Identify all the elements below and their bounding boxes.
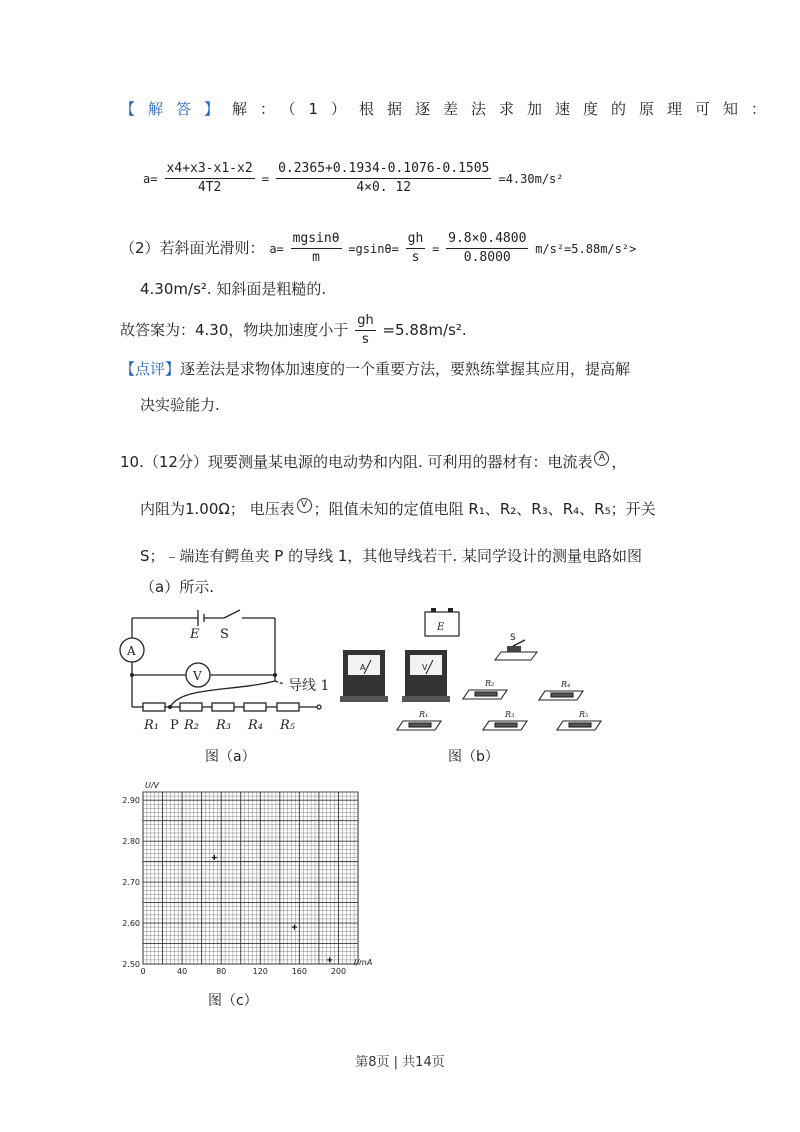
eq1-result: =4.30m/s² bbox=[498, 172, 564, 186]
eq2-f1-num: mgsinθ bbox=[291, 230, 342, 249]
fig-b-r1: R₁ bbox=[419, 710, 429, 719]
fig-a-r3: R₃ bbox=[216, 718, 231, 733]
part2-line bbox=[120, 230, 636, 267]
final-answer-line bbox=[120, 312, 467, 349]
eq1-f1-num: x4+x3-x1-x2 bbox=[165, 160, 255, 179]
svg-text:S: S bbox=[510, 633, 516, 643]
eq2-equals: = bbox=[432, 242, 440, 256]
comment-line-2: 决实验能力. bbox=[140, 396, 220, 414]
eq2-fraction-2 bbox=[406, 230, 426, 267]
eq1-f2-den: 4×0. 12 bbox=[356, 180, 412, 195]
final-num: gh bbox=[355, 312, 376, 331]
answer-tag: 【解答】 bbox=[120, 100, 233, 118]
svg-text:E: E bbox=[437, 622, 445, 633]
part2-continuation: 4.30m/s². 知斜面是粗糙的. bbox=[140, 280, 327, 298]
fig-b-r4: R₄ bbox=[561, 680, 571, 689]
q10-line-3: S；﹣端连有鳄鱼夹 P 的导线 1，其他导线若干. 某同学设计的测量电路如图 bbox=[140, 547, 642, 565]
fig-c-caption: 图（c） bbox=[208, 993, 258, 1009]
fig-b-r3: R₃ bbox=[505, 710, 515, 719]
u-i-chart bbox=[100, 772, 390, 992]
q10-text-1b: ， bbox=[611, 453, 627, 471]
final-fraction bbox=[355, 312, 376, 349]
apparatus-diagram-b bbox=[335, 604, 625, 744]
eq1-f1-den: 4T2 bbox=[197, 180, 222, 195]
fig-b-caption: 图（b） bbox=[448, 749, 499, 765]
final-answer-text: 故答案为：4.30，物块加速度小于 bbox=[120, 321, 349, 339]
x-tick-label: 40 bbox=[176, 967, 188, 976]
eq2-f2-den: s bbox=[411, 250, 420, 265]
comment-line-1 bbox=[120, 358, 630, 380]
fig-a-voltmeter-label: V bbox=[193, 669, 202, 683]
x-tick-label: 160 bbox=[291, 967, 308, 976]
final-answer-tail: =5.88m/s². bbox=[382, 321, 467, 339]
fig-b-switch bbox=[495, 633, 537, 660]
chart-x-label: I/mA bbox=[354, 958, 373, 967]
x-tick-label: 200 bbox=[330, 967, 347, 976]
chart-y-label: U/V bbox=[145, 781, 160, 790]
eq2-tail: m/s²=5.88m/s²> bbox=[535, 242, 637, 256]
eq2-f3-den: 0.8000 bbox=[463, 250, 511, 265]
eq1-fraction-2 bbox=[276, 160, 491, 197]
fig-a-label-e: E bbox=[190, 627, 200, 642]
fig-b-r5: R₅ bbox=[579, 710, 589, 719]
voltmeter-symbol-icon: V bbox=[297, 498, 312, 513]
q10-line-4: （a）所示. bbox=[140, 578, 214, 596]
x-tick-label: 0 bbox=[140, 967, 146, 976]
circuit-diagram-a bbox=[112, 604, 342, 744]
fig-b-ammeter bbox=[340, 650, 388, 702]
x-tick-label: 80 bbox=[216, 967, 227, 976]
eq2-f1-den: m bbox=[312, 250, 320, 265]
q10-text-2: 内阻为1.00Ω； 电压表 bbox=[140, 500, 295, 518]
fig-a-caption: 图（a） bbox=[205, 749, 256, 765]
fig-a-ammeter-label: A bbox=[127, 644, 136, 658]
y-tick-label: 2.50 bbox=[122, 960, 140, 969]
answer-lead-line bbox=[120, 98, 779, 120]
q10-line-2 bbox=[140, 498, 656, 520]
q10-text-2b: ；阻值未知的定值电阻 R₁、R₂、R₃、R₄、R₅；开关 bbox=[313, 500, 656, 518]
fig-b-r2: R₂ bbox=[485, 679, 495, 688]
fig-a-r5: R₅ bbox=[280, 718, 295, 733]
comment-tag: 【点评】 bbox=[120, 360, 181, 378]
final-den: s bbox=[362, 332, 369, 347]
part2-lead: （2）若斜面光滑则： bbox=[120, 239, 265, 257]
eq2-mid: =gsinθ= bbox=[348, 242, 399, 256]
x-tick-label: 120 bbox=[252, 967, 268, 976]
fig-b-voltmeter bbox=[402, 650, 450, 702]
fig-a-wire-label: 导线 1 bbox=[288, 678, 330, 694]
svg-text:A: A bbox=[360, 663, 366, 672]
answer-lead: 解：（1）根据逐差法求加速度的原理可知： bbox=[232, 100, 780, 118]
eq1-fraction-1 bbox=[165, 160, 255, 197]
fig-a-p: P bbox=[170, 718, 179, 733]
fig-b-battery bbox=[425, 608, 459, 636]
eq2-a: a= bbox=[269, 242, 284, 256]
y-tick-label: 2.60 bbox=[122, 919, 140, 929]
eq1-equals: = bbox=[261, 172, 269, 186]
eq2-fraction-1 bbox=[291, 230, 342, 267]
y-tick-label: 2.90 bbox=[122, 796, 140, 806]
page-footer: 第8页 | 共14页 bbox=[355, 1055, 445, 1070]
y-tick-label: 2.80 bbox=[122, 837, 140, 847]
fig-a-r2: R₂ bbox=[184, 718, 199, 733]
fig-a-r1: R₁ bbox=[144, 718, 159, 733]
equation-1 bbox=[143, 160, 564, 197]
eq1-f2-num: 0.2365+0.1934-0.1076-0.1505 bbox=[276, 160, 491, 179]
eq2-fraction-3 bbox=[446, 230, 528, 267]
fig-a-r4: R₄ bbox=[248, 718, 263, 733]
comment-text-1: 逐差法是求物体加速度的一个重要方法，要熟练掌握其应用，提高解 bbox=[180, 360, 631, 378]
fig-a-label-s: S bbox=[220, 627, 229, 642]
q10-line-1 bbox=[120, 451, 627, 473]
ammeter-symbol-icon: A bbox=[594, 451, 609, 466]
eq1-lhs: a= bbox=[143, 172, 158, 186]
q10-text-1: 10.（12分）现要测量某电源的电动势和内阻. 可利用的器材有：电流表 bbox=[120, 453, 593, 471]
y-tick-label: 2.70 bbox=[122, 878, 140, 888]
eq2-f3-num: 9.8×0.4800 bbox=[446, 230, 528, 249]
svg-text:V: V bbox=[422, 663, 428, 672]
eq2-f2-num: gh bbox=[406, 230, 426, 249]
